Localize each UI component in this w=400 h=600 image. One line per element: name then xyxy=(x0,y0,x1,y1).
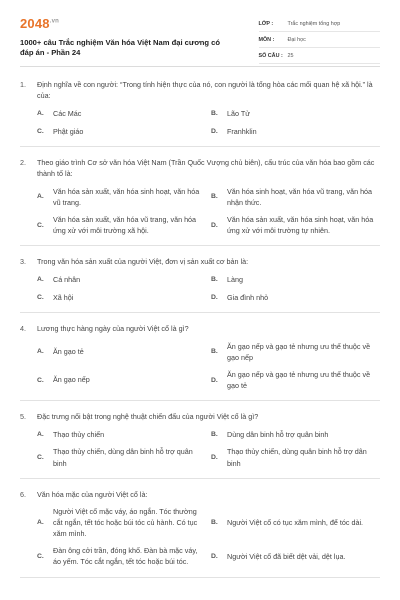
answer-option[interactable] xyxy=(211,211,383,239)
answer-option[interactable] xyxy=(211,288,383,306)
option-letter: B. xyxy=(211,275,218,283)
question-header xyxy=(20,411,380,422)
answer-option[interactable] xyxy=(37,503,211,542)
option-text: Ăn gạo nếp xyxy=(53,375,90,385)
document-header xyxy=(0,0,400,66)
answer-option[interactable] xyxy=(37,366,211,394)
question-header xyxy=(20,157,380,179)
answer-option[interactable] xyxy=(211,542,383,570)
meta-value: Trắc nghiệm tổng hợp xyxy=(287,20,341,27)
option-text: Gia đình nhỏ xyxy=(227,292,269,302)
answer-option[interactable] xyxy=(211,425,383,443)
option-text: Văn hóa sản xuất, văn hóa vũ trang, văn hóa ứng xử với môi trường xã hội. xyxy=(53,214,197,236)
answer-option[interactable] xyxy=(37,338,211,366)
option-text: Ăn gạo nếp và gạo tẻ nhưng ưu thế thuộc về gạo nếp xyxy=(227,341,371,362)
answer-option[interactable] xyxy=(211,270,383,288)
site-logo[interactable] xyxy=(20,16,223,31)
question-text: Theo giáo trình Cơ sở văn hóa Việt Nam (Trần Quốc Vượng chủ biên), cấu trúc của văn hóa bao gồm các thành tố là: xyxy=(37,158,375,179)
answer-option[interactable] xyxy=(211,338,383,366)
answer-option[interactable] xyxy=(211,122,383,140)
option-text: Người Việt cổ có tục xăm mình, để tóc dài. xyxy=(227,517,364,527)
option-letter: A. xyxy=(37,519,44,527)
option-text: Làng xyxy=(227,274,243,284)
option-letter: A. xyxy=(37,430,44,438)
option-letter: D. xyxy=(211,552,218,560)
option-text: Ăn gạo tẻ xyxy=(53,347,84,357)
answer-options xyxy=(20,104,380,140)
question-list xyxy=(0,67,400,578)
answer-option[interactable] xyxy=(211,503,383,542)
question-number: 2. xyxy=(20,158,26,168)
meta-value: 25 xyxy=(287,52,294,59)
meta-row xyxy=(259,32,381,48)
option-letter: A. xyxy=(37,275,44,283)
answer-options xyxy=(20,503,380,571)
answer-option[interactable] xyxy=(37,122,211,140)
meta-label: LỚP : xyxy=(258,20,274,27)
option-letter: B. xyxy=(211,348,218,356)
question-number: 3. xyxy=(20,257,26,267)
question-text: Trong văn hóa sản xuất của người Việt, đơn vị sản xuất cơ bản là: xyxy=(37,257,249,267)
option-text: Đàn ông cởi trần, đóng khố. Đàn bà mặc váy, áo yếm. Tóc cắt ngắn, tết tóc hoặc búi tóc. xyxy=(53,546,198,567)
answer-option[interactable] xyxy=(211,183,383,211)
option-text: Thạo thủy chiến xyxy=(53,429,105,439)
answer-options xyxy=(20,270,380,306)
option-letter: D. xyxy=(211,127,218,135)
option-letter: D. xyxy=(211,293,218,301)
question-item xyxy=(20,67,380,147)
question-item xyxy=(20,401,380,478)
answer-option[interactable] xyxy=(37,211,211,239)
meta-row xyxy=(259,48,381,64)
option-letter: C. xyxy=(37,221,44,229)
meta-row xyxy=(259,16,381,32)
logo-text: 2048 xyxy=(20,16,50,31)
question-item xyxy=(20,479,380,578)
option-letter: C. xyxy=(37,127,44,135)
meta-label: MÔN : xyxy=(258,36,275,43)
question-item xyxy=(20,147,380,246)
option-text: Lão Tử xyxy=(227,108,251,118)
logo-suffix: .vn xyxy=(49,18,60,25)
question-header xyxy=(20,323,380,334)
answer-option[interactable] xyxy=(37,542,211,570)
option-letter: A. xyxy=(37,193,44,201)
meta-label: SỐ CÂU : xyxy=(258,52,283,59)
option-letter: C. xyxy=(37,552,44,560)
option-letter: C. xyxy=(37,454,44,461)
question-number: 5. xyxy=(20,412,26,422)
question-item xyxy=(20,313,380,401)
question-text: Lương thực hàng ngày của người Việt cổ là gì? xyxy=(37,324,189,334)
option-letter: B. xyxy=(211,430,218,438)
answer-option[interactable] xyxy=(37,288,211,306)
option-letter: C. xyxy=(37,376,44,384)
option-text: Văn hóa sản xuất, văn hóa sinh hoạt, văn hóa vũ trang. xyxy=(53,186,200,207)
question-number: 4. xyxy=(20,324,26,334)
answer-option[interactable] xyxy=(211,443,383,471)
document-title: 1000+ câu Trắc nghiệm Văn hóa Việt Nam đại cương có đáp án - Phần 24 xyxy=(20,38,221,58)
header-left xyxy=(20,16,223,66)
question-text: Đặc trưng nổi bật trong nghệ thuật chiến đấu của người Việt cổ là gì? xyxy=(37,412,259,422)
answer-option[interactable] xyxy=(211,104,383,122)
option-letter: B. xyxy=(211,193,218,201)
option-letter: B. xyxy=(211,109,218,117)
option-letter: A. xyxy=(37,109,44,117)
option-letter: D. xyxy=(211,221,218,229)
option-text: Văn hóa sản xuất, văn hóa sinh hoạt, văn hóa ứng xử với môi trường tự nhiên. xyxy=(227,214,374,236)
answer-options xyxy=(20,338,380,395)
question-number: 1. xyxy=(20,80,26,89)
question-header xyxy=(20,256,380,267)
question-text: Định nghĩa về con người: “Trong tính hiện thực của nó, con người là tổng hòa các mối quan hệ xã hội.” là của: xyxy=(37,80,373,101)
option-text: Người Việt cổ đã biết dệt vải, dệt lụa. xyxy=(227,551,346,561)
option-text: Người Việt cổ mặc váy, áo ngắn. Tóc thường cắt ngắn, tết tóc hoặc búi tóc củ hành. Có tục xăm mình. xyxy=(53,506,198,539)
option-text: Cá nhân xyxy=(53,274,81,284)
option-letter: C. xyxy=(37,293,44,301)
question-text: Văn hóa mặc của người Việt cổ là: xyxy=(37,489,148,499)
meta-value: Đại học xyxy=(287,36,306,43)
option-text: Các Mác xyxy=(53,108,82,118)
answer-option[interactable] xyxy=(37,425,211,443)
answer-option[interactable] xyxy=(37,270,211,288)
answer-option[interactable] xyxy=(211,366,383,394)
option-text: Franhklin xyxy=(227,126,257,136)
question-header xyxy=(20,489,380,500)
question-item xyxy=(20,246,380,313)
option-text: Ăn gạo nếp và gạo tẻ nhưng ưu thế thuộc về gạo tẻ xyxy=(227,369,371,391)
option-letter: A. xyxy=(37,348,44,356)
option-text: Phật giáo xyxy=(53,126,84,136)
option-letter: B. xyxy=(211,519,218,527)
option-text: Thạo thủy chiến, dùng dân binh hỗ trợ quân binh xyxy=(53,447,193,468)
option-letter: D. xyxy=(211,376,218,384)
answer-option[interactable] xyxy=(37,443,211,471)
option-text: Văn hóa sinh hoạt, văn hóa vũ trang, văn hóa nhận thức. xyxy=(227,186,373,207)
option-text: Dùng dân binh hỗ trợ quân binh xyxy=(227,429,329,439)
answer-options xyxy=(20,183,380,240)
answer-options xyxy=(20,425,380,471)
answer-option[interactable] xyxy=(37,104,211,122)
question-number: 6. xyxy=(20,489,26,499)
option-text: Xã hội xyxy=(53,292,74,302)
question-header xyxy=(20,79,380,101)
meta-table xyxy=(259,16,381,66)
answer-option[interactable] xyxy=(37,183,211,211)
option-text: Thạo thủy chiến, dùng quân binh hỗ trợ dân binh xyxy=(227,447,367,468)
option-letter: D. xyxy=(211,454,218,461)
